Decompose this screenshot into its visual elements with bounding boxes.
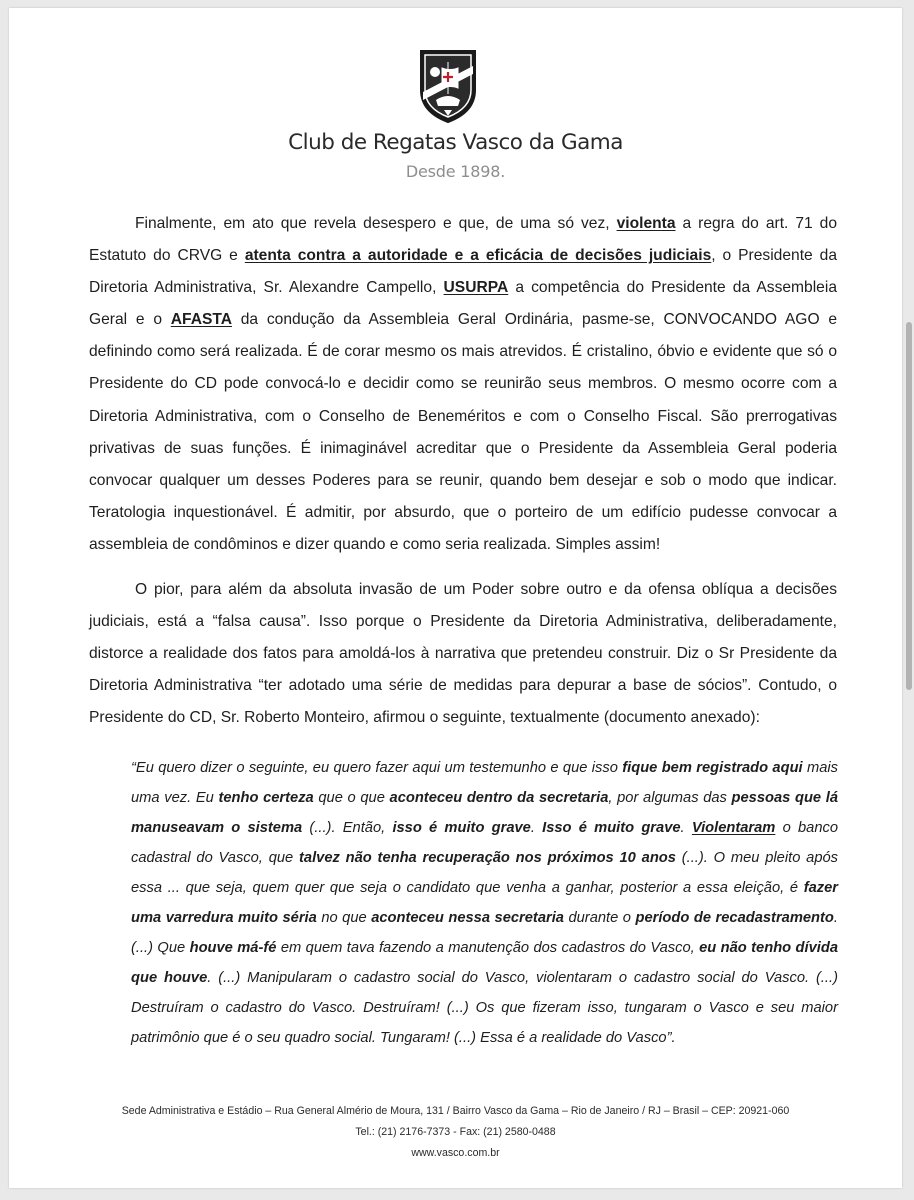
- body-paragraph-2: [89, 574, 837, 734]
- emphasis-text: pessoas que lá manuseavam o sistema: [131, 790, 839, 836]
- emphasis-text: tenho certeza: [218, 790, 314, 806]
- text-run: O pior, para além da absoluta invasão de um Poder sobre outro e da ofensa oblíqua a decisões judiciais, está a “falsa causa”. Isso porque o Presidente da Diretoria Administrativa, deliberadamente, distorce a realidade dos fatos para amoldá-los à narrativa que pretendeu construir. Diz o Sr Presidente da Diretoria Administrativa “ter adotado uma série de medidas para depurar a base de sócios”. Contudo, o Presidente do CD, Sr. Roberto Monteiro, afirmou o seguinte, textualmente (documento anexado):: [89, 581, 837, 727]
- text-run: Finalmente, em ato que revela desespero e que, de uma só vez,: [135, 215, 617, 232]
- emphasis-text: houve má-fé: [189, 940, 277, 956]
- text-run: , por algumas das: [608, 790, 732, 806]
- footer-phones: Tel.: (21) 2176-7373 - Fax: (21) 2580-0488: [355, 1126, 556, 1138]
- scrollbar-thumb[interactable]: [906, 322, 912, 690]
- body-paragraph-1: [89, 208, 837, 561]
- text-run: .: [530, 820, 543, 836]
- text-run: o banco cadastral do Vasco, que: [131, 820, 839, 866]
- emphasis-text: eu não tenho dívida que houve: [131, 940, 838, 986]
- emphasis-text: Violentaram: [691, 820, 776, 836]
- text-run: no que: [316, 910, 372, 926]
- text-run: da condução da Assembleia Geral Ordinária, pasme-se, CONVOCANDO AGO e definindo como será realizada. É de corar mesmo os mais atrevidos. É cristalino, óbvio e evidente que só o Presidente do CD pode convocá-lo e decidir como se reunirão seus membros. O mesmo ocorre com a Diretoria Administrativa, com o Conselho de Beneméritos e com o Conselho Fiscal. São prerrogativas privativas de suas funções. É inimaginável acreditar que o Presidente da Assembleia Geral poderia convocar qualquer um desses Poderes para se reunir, quando bem desejar e sob o modo que indicar. Teratologia inquestionável. É admitir, por absurdo, que o porteiro de um edifício pudesse convocar a assembleia de condôminos e dizer quando e como seria realizada. Simples assim!: [89, 311, 838, 553]
- vasco-shield-icon: [418, 48, 478, 124]
- text-run: em quem tava fazendo a manutenção dos cadastros do Vasco,: [276, 940, 700, 956]
- text-run: mais uma vez. Eu: [131, 760, 839, 806]
- club-since-tagline: Desde 1898.: [405, 162, 506, 181]
- body-text: [89, 208, 837, 735]
- emphasis-text: USURPA: [443, 279, 509, 297]
- text-run: .: [680, 820, 692, 836]
- text-run: . (...) Manipularam o cadastro social do Vasco, violentaram o cadastro social do Vasco. (...) Destruíram o cadastro do Vasco. Destruíram! (...) Os que fizeram isso, tungaram o Vasco e seu maior patrimônio que é o seu quadro social. Tungaram! (...) Essa é a realidade do Vasco”.: [131, 970, 838, 1046]
- text-run: a regra do art. 71 do Estatuto do CRVG e: [89, 215, 837, 265]
- club-name: Club de Regatas Vasco da Gama: [288, 130, 623, 155]
- emphasis-text: AFASTA: [170, 311, 232, 329]
- text-run: . (...) Que: [131, 910, 838, 956]
- text-run: que o que: [313, 790, 390, 806]
- emphasis-text: fazer uma varredura muito séria: [131, 880, 838, 926]
- text-run: , o Presidente da Diretoria Administrativa, Sr. Alexandre Campello,: [89, 247, 837, 297]
- emphasis-text: isso é muito grave: [392, 820, 531, 836]
- quote-paragraph: [131, 753, 838, 1053]
- emphasis-text: Isso é muito grave: [542, 820, 681, 836]
- emphasis-text: aconteceu dentro da secretaria: [389, 790, 609, 806]
- emphasis-text: aconteceu nessa secretaria: [371, 910, 564, 926]
- text-run: durante o: [563, 910, 636, 926]
- block-quote: [131, 753, 838, 1053]
- text-run: (...). O meu pleito após essa ... que seja, quem quer que seja o candidato que venha a ganhar, posterior a essa eleição, é: [131, 850, 839, 896]
- footer-website[interactable]: www.vasco.com.br: [411, 1147, 500, 1159]
- text-run: (...). Então,: [302, 820, 393, 836]
- emphasis-text: atenta contra a autoridade e a eficácia de decisões judiciais: [244, 247, 712, 265]
- emphasis-text: talvez não tenha recuperação nos próximos 10 anos: [299, 850, 676, 866]
- footer: [9, 1101, 902, 1164]
- text-run: “Eu quero dizer o seguinte, eu quero fazer aqui um testemunho e que isso: [131, 760, 623, 776]
- text-run: a competência do Presidente da Assembleia Geral e o: [89, 279, 837, 329]
- emphasis-text: fique bem registrado aqui: [622, 760, 803, 776]
- emphasis-text: violenta: [616, 215, 676, 232]
- footer-address: Sede Administrativa e Estádio – Rua General Almério de Moura, 131 / Bairro Vasco da Gama – Rio de Janeiro / RJ – Brasil – CEP: 20921-060: [121, 1105, 790, 1117]
- document-page: [9, 8, 902, 1188]
- emphasis-text: período de recadastramento: [635, 910, 834, 926]
